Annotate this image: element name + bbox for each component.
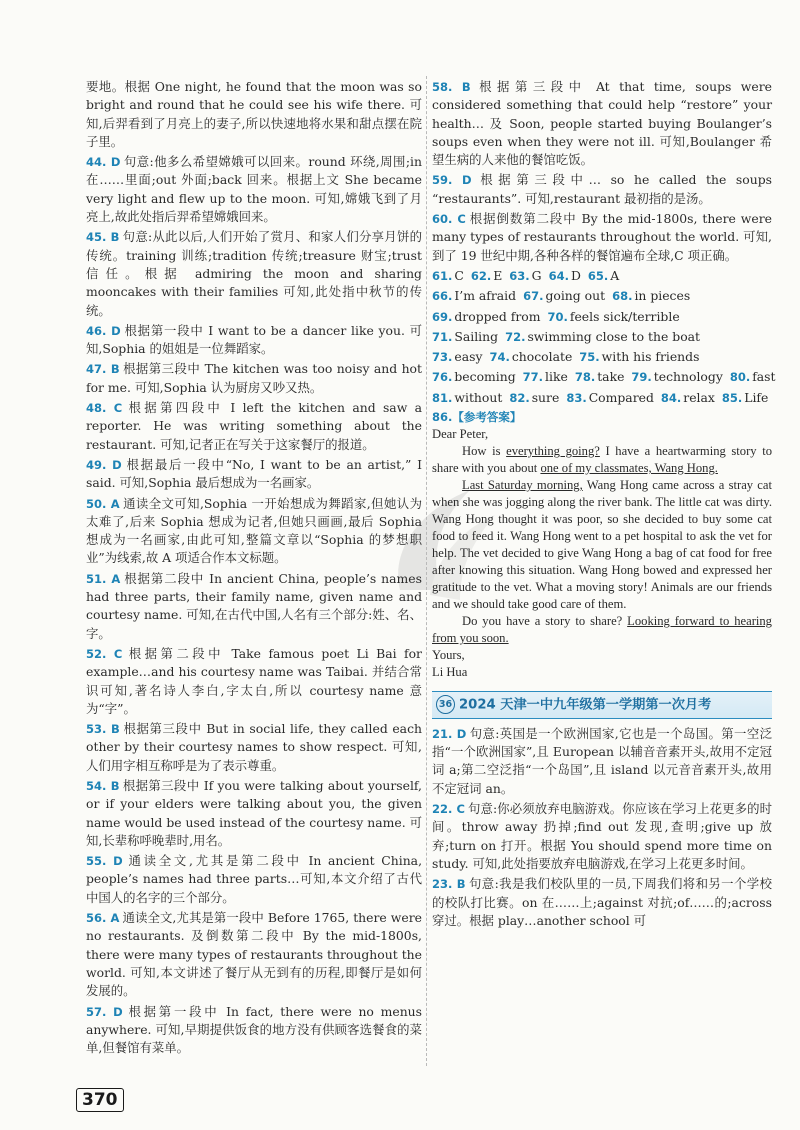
answer-item <box>86 228 422 319</box>
answer-text: in pieces <box>634 288 691 304</box>
answer-text: I’m afraid <box>454 288 517 304</box>
answer-text: technology <box>653 369 723 385</box>
fill-in-answers <box>432 267 776 407</box>
answer-number: 76. <box>432 370 453 385</box>
answer-number: 50. A <box>86 496 120 511</box>
right-answer-list <box>432 78 772 265</box>
answer-item <box>86 852 422 907</box>
fill-answer-row <box>432 328 772 346</box>
answer-explanation: 根据最后一段中“No, I want to be an artist,” I said. 可知,Sophia 最后想成为一名画家。 <box>86 456 423 491</box>
answer-number: 64. <box>548 268 569 283</box>
fill-answer <box>549 267 581 285</box>
fill-answer <box>432 267 464 285</box>
fill-answer <box>575 368 625 386</box>
answer-text: D <box>570 267 581 283</box>
exam-title: 2024 天津一中九年级第一学期第一次月考 <box>459 697 712 713</box>
answer-explanation: 根据第三段中 At that time, soups were considered something that could help “restore” your health… 及 Soon, people started buying Boulanger’s soups even when they were not ill. 可知,Boulanger 希望生病的人来他的餐馆吃饭。 <box>432 79 772 168</box>
essay-closing: Yours, <box>432 648 465 663</box>
exam-number-badge: 36 <box>436 695 455 714</box>
answer-explanation: 句意:从此以后,人们开始了赏月、和家人们分享月饼的传统。training 训练;tradition 传统;treasure 财宝;trust 信任。根据 admiring the moon and sharing mooncakes with their families 可知,此处指中秋节的传统。 <box>86 229 422 318</box>
answer-number: 57. D <box>86 1004 123 1019</box>
answer-item <box>432 800 772 873</box>
answer-number: 62. <box>470 268 492 283</box>
answer-number: 73. <box>432 350 453 365</box>
fill-answer <box>489 348 572 366</box>
answer-text: like <box>545 369 568 385</box>
answer-explanation: 通读全文,尤其是第二段中 In ancient China, people’s names had three parts…可知,本文介绍了古代中国人的名字的三个部分。 <box>86 853 423 905</box>
answer-item <box>432 725 772 798</box>
answer-explanation: 根据第三段中 The kitchen was too noisy and hot for me. 可知,Sophia 认为厨房又吵又热。 <box>86 361 422 395</box>
answer-text: G <box>531 267 542 283</box>
essay-paragraph-2: Last Saturday morning, Wang Hong came across a stray cat when she was jogging along the river bank. The little cat was dirty. Wang Hong thought it was poor, so she decided to buy some cat food to feed it. Wang Hong went to a pet hospital to ask the vet for help. The vet decided to give Wang Hong a bag of cat food for free after knowing this situation. Wang Hong bowed and expressed her gratitude to the vet. What a moving story! Animals are our friends and we should take good care of them. <box>432 478 772 612</box>
answer-explanation: 根据第二段中 In ancient China, people’s names had three parts, their family name, given name and courtesy name. 可知,在古代中国,人名有三个部分:姓、名、字。 <box>86 570 422 641</box>
answer-item <box>432 78 772 169</box>
page-number: 370 <box>76 1088 124 1112</box>
answer-number: 65. <box>587 268 609 283</box>
right-column <box>432 78 776 932</box>
answer-item <box>86 153 422 226</box>
fill-answer <box>432 389 502 407</box>
fill-answer-row <box>432 368 776 386</box>
answer-item <box>86 909 422 1000</box>
answer-number: 81. <box>432 390 453 405</box>
answer-number: 48. C <box>86 401 123 416</box>
answer-number: 55. D <box>86 854 123 869</box>
answer-text: without <box>454 389 503 405</box>
answer-number: 80. <box>729 370 751 385</box>
answer-explanation: 根据第二段中 Take famous poet Li Bai for example…and his courtesy name was Taibai. 并结合常识可知,著名诗人李白,字太白,所以 courtesy name 意为“字”。 <box>86 645 422 716</box>
answer-item <box>86 78 422 151</box>
fill-answer-row <box>432 389 772 407</box>
answer-text: becoming <box>454 369 516 385</box>
answer-number: 46. D <box>86 323 121 338</box>
answer-item <box>86 720 422 775</box>
answer-item <box>86 777 422 850</box>
answer-number: 47. B <box>86 362 120 377</box>
exam-section-header <box>432 691 772 719</box>
fill-answer <box>505 328 700 346</box>
answer-number: 49. D <box>86 457 122 472</box>
answer-number: 68. <box>612 289 633 304</box>
answer-text: chocolate <box>511 349 573 365</box>
answer-explanation: 句意:你必须放弃电脑游戏。你应该在学习上花更多的时间。throw away 扔掉;find out 发现,查明;give up 放弃;turn on 打开。根据 You should spend more time on study. 可知,此处指要放弃电脑游戏,在学习上花更多时间。 <box>432 801 772 871</box>
answer-number: 72. <box>505 329 526 344</box>
fill-answer <box>722 389 769 407</box>
answer-number: 45. B <box>86 230 120 245</box>
answer-explanation: 根据倒数第二段中 By the mid-1800s, there were many types of restaurants throughout the world. 可知,到了 19 世纪中期,各种各样的餐馆遍布全球,C 项正确。 <box>432 211 772 263</box>
answer-text: sure <box>531 389 560 405</box>
fill-answer <box>432 308 540 326</box>
fill-answer <box>566 389 654 407</box>
answer-number: 63. <box>509 268 530 283</box>
answer-number: 23. B <box>432 877 466 892</box>
fill-answer <box>471 267 502 285</box>
answer-item <box>432 171 772 208</box>
essay-greeting: Dear Peter, <box>432 427 489 442</box>
fill-answer <box>523 368 568 386</box>
answer-text: feels sick/terrible <box>569 308 680 324</box>
answer-text: A <box>610 267 620 283</box>
answer-number: 78. <box>574 370 596 385</box>
answer-item <box>86 495 422 568</box>
answer-item <box>86 399 422 454</box>
answer-number: 85. <box>721 390 743 405</box>
answer-number: 77. <box>522 370 544 385</box>
fill-answer <box>588 267 619 285</box>
fill-answer <box>612 287 690 305</box>
left-column <box>86 78 422 1059</box>
model-essay <box>432 409 772 681</box>
answer-item <box>432 875 772 930</box>
answer-text: Compared <box>588 389 654 405</box>
answer-item <box>432 210 772 265</box>
answer-explanation: 根据第三段中… so he called the soups “restaurants”. 可知,restaurant 最初指的是汤。 <box>432 172 772 206</box>
answer-text: E <box>493 267 503 283</box>
fill-answer <box>579 348 699 366</box>
answer-text: dropped from <box>454 308 541 324</box>
fill-answer <box>432 287 516 305</box>
answer-explanation: 句意:他多么希望嫦娥可以回来。round 环绕,周围;in 在……里面;out 外面;back 回来。根据上文 She became very light and flew up to the moon. 可知,嫦娥飞到了月亮上,故此处指后羿希望嫦娥回来。 <box>86 154 422 225</box>
answer-number: 51. A <box>86 571 121 586</box>
fill-answer <box>661 389 715 407</box>
answer-explanation: 根据第一段中 In fact, there were no menus anywhere. 可知,早期提供饭食的地方没有供顾客选餐食的菜单,但餐馆有菜单。 <box>86 1003 423 1056</box>
answer-text: going out <box>545 288 606 304</box>
answer-number: 83. <box>566 390 587 405</box>
answer-number: 82. <box>509 390 530 405</box>
answer-number: 71. <box>432 329 453 344</box>
answer-number: 74. <box>489 350 510 365</box>
answer-explanation: 句意:英国是一个欧洲国家,它也是一个岛国。第一空泛指“一个欧洲国家”,且 European 以辅音音素开头,故用不定冠词 a;第二空泛指“一个岛国”,且 island 以元音音素开头,故用不定冠词 an。 <box>432 725 772 796</box>
fill-answer <box>730 368 776 386</box>
answer-number: 44. D <box>86 155 121 170</box>
answer-explanation: 根据第三段中 If you were talking about yourself, or if your elders were talking about you, the given name would be used instead of the courtesy name. 可知,长辈称呼晚辈时,用名。 <box>86 777 422 848</box>
answer-number: 54. B <box>86 778 120 793</box>
answer-number: 69. <box>432 309 453 324</box>
fill-answer-row <box>432 267 772 285</box>
fill-answer <box>523 287 605 305</box>
fill-answer <box>432 368 516 386</box>
essay-label: 86.【参考答案】 <box>432 410 522 425</box>
answer-number: 75. <box>579 350 600 365</box>
answer-number: 79. <box>631 370 652 385</box>
answer-item <box>86 322 422 359</box>
essay-paragraph-3: Do you have a story to share? Looking forward to hearing from you soon. <box>432 614 772 646</box>
answer-text: with his friends <box>601 349 700 365</box>
fill-answer <box>547 308 679 326</box>
answer-explanation: 通读全文可知,Sophia 一开始想成为舞蹈家,但她认为太难了,后来 Sophia 想成为记者,但她只画画,最后 Sophia 想成为一名画家,由此可知,整篇文章以“Sophia 的梦想职业”为线索,故 A 项适合作本文标题。 <box>86 495 422 566</box>
exam-answer-list <box>432 725 772 930</box>
answer-text: C <box>454 267 464 283</box>
answer-item <box>86 360 422 397</box>
answer-text: take <box>597 369 625 385</box>
fill-answer-row <box>432 287 772 305</box>
answer-number: 60. C <box>432 212 466 227</box>
answer-number: 84. <box>660 390 682 405</box>
column-divider <box>426 76 427 1066</box>
answer-number: 66. <box>432 289 453 304</box>
answer-text: swimming close to the boat <box>527 328 701 344</box>
answer-number: 56. A <box>86 911 120 926</box>
answer-number: 52. C <box>86 646 123 661</box>
answer-explanation: 句意:我是我们校队里的一员,下周我们将和另一个学校的校队打比赛。on 在……上;against 对抗;of……的;across 穿过。根据 play…another school 可 <box>432 876 772 928</box>
answer-number: 21. D <box>432 726 467 741</box>
answer-number: 59. D <box>432 173 472 188</box>
answer-text: Sailing <box>454 328 499 344</box>
answer-explanation: 根据第四段中 I left the kitchen and saw a reporter. He was writing something about the restaurant. 可知,记者正在写关于这家餐厅的报道。 <box>86 400 422 452</box>
fill-answer <box>432 348 482 366</box>
answer-number: 22. C <box>432 802 465 817</box>
essay-signature: Li Hua <box>432 665 468 680</box>
answer-item <box>86 570 422 643</box>
fill-answer <box>432 328 498 346</box>
answer-number: 53. B <box>86 722 120 737</box>
answer-number: 58. B <box>432 80 471 94</box>
fill-answer <box>631 368 722 386</box>
answer-item <box>86 1003 422 1058</box>
answer-explanation: 通读全文,尤其是第一段中 Before 1765, there were no restaurants. 及倒数第二段中 By the mid-1800s, there were many types of restaurants throughout the world. 可知,本文讲述了餐厅从无到有的历程,即餐厅是如何发展的。 <box>86 910 422 999</box>
answer-explanation: 根据第三段中 But in social life, they called each other by their courtesy names to show respect. 可知,人们用字相互称呼是为了表示尊重。 <box>86 721 422 773</box>
answer-explanation: 根据第一段中 I want to be a dancer like you. 可知,Sophia 的姐姐是一位舞蹈家。 <box>86 322 423 357</box>
answer-text: relax <box>683 389 715 405</box>
answer-explanation: 要地。根据 One night, he found that the moon was so bright and round that he could see his wife there. 可知,后羿看到了月亮上的妻子,所以快速地将水果和甜点摆在院子里。 <box>86 79 422 149</box>
answer-text: Life <box>744 389 769 405</box>
fill-answer <box>509 267 541 285</box>
answer-text: fast <box>752 369 776 385</box>
answer-item <box>86 456 422 493</box>
fill-answer-row <box>432 308 772 326</box>
answer-number: 61. <box>432 268 453 283</box>
answer-number: 67. <box>523 289 544 304</box>
essay-paragraph-1: How is everything going? I have a heartwarming story to share with you about one of my classmates, Wang Hong. <box>432 444 772 476</box>
answer-text: easy <box>454 349 483 365</box>
fill-answer <box>509 389 559 407</box>
answer-item <box>86 645 422 718</box>
answer-number: 70. <box>547 309 568 324</box>
fill-answer-row <box>432 348 772 366</box>
